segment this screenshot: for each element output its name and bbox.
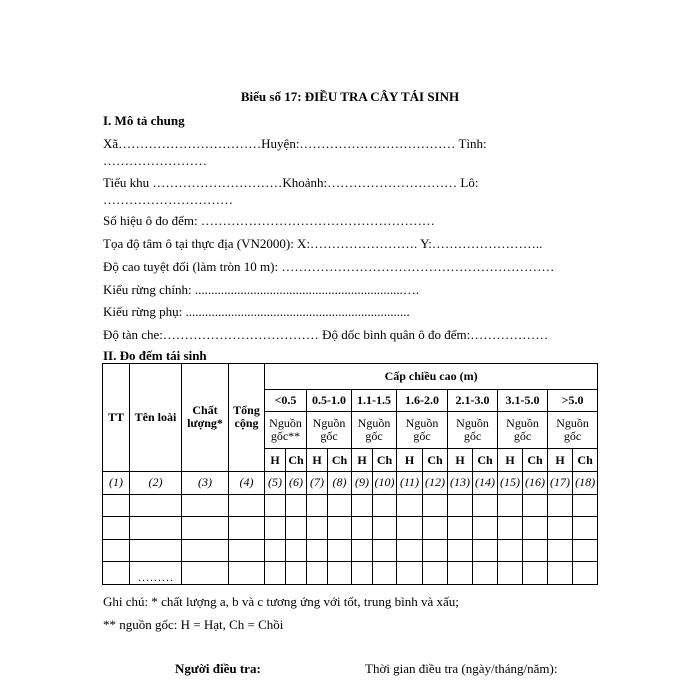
height-class-cell: 2.1-3.0 (448, 389, 498, 412)
regeneration-table (102, 363, 598, 585)
investigator-label: Người điều tra: (175, 661, 261, 676)
sub-h-cell: H (352, 449, 373, 472)
header-tt: TT (103, 364, 130, 472)
origin-cell: Nguồn gốc (498, 412, 548, 449)
column-number-cell: (12) (423, 471, 448, 494)
height-class-cell: >5.0 (548, 389, 598, 412)
origin-cell: Nguồn gốc (397, 412, 448, 449)
canopy-slope-line: Độ tàn che:……………………………… Độ dốc bình quân ô đo đếm:……………… (103, 327, 549, 342)
section-regeneration-heading: II. Đo đếm tái sinh (103, 348, 207, 363)
column-number-cell: (16) (523, 471, 548, 494)
sub-h-cell: H (448, 449, 473, 472)
column-number-cell: (15) (498, 471, 523, 494)
form-title: Biểu số 17: ĐIỀU TRA CÂY TÁI SINH (240, 89, 460, 104)
sub-h-cell: H (548, 449, 573, 472)
column-number-cell: (18) (573, 471, 598, 494)
header-quality: Chất lượng* (182, 364, 229, 472)
column-number-cell: (5) (265, 471, 286, 494)
column-number-cell: (13) (448, 471, 473, 494)
sub-h-cell: H (265, 449, 286, 472)
column-number-cell: (6) (286, 471, 307, 494)
sub-ch-cell: Ch (373, 449, 397, 472)
column-number-cell: (10) (373, 471, 397, 494)
table-row (103, 494, 598, 517)
lot-continuation-line: ………………………… (103, 192, 233, 207)
altitude-line: Độ cao tuyệt đối (làm tròn 10 m): ……………………………………………………… (103, 259, 555, 274)
column-number-row (103, 471, 598, 494)
column-number-cell: (17) (548, 471, 573, 494)
table-row (103, 539, 598, 562)
origin-cell: Nguồn gốc (307, 412, 352, 449)
height-class-cell: <0.5 (265, 389, 307, 412)
height-class-cell: 0.5-1.0 (307, 389, 352, 412)
column-number-cell: (8) (328, 471, 352, 494)
sub-ch-cell: Ch (523, 449, 548, 472)
origin-cell: Nguồn gốc (548, 412, 598, 449)
ellipsis-cell: ……… (130, 562, 182, 585)
column-number-cell: (11) (397, 471, 423, 494)
height-class-cell: 1.1-1.5 (352, 389, 397, 412)
table-row (103, 562, 598, 585)
origin-note: ** nguồn gốc: H = Hạt, Ch = Chồi (103, 617, 284, 632)
secondary-forest-type-line: Kiểu rừng phụ: ..................................................................... (103, 304, 410, 319)
column-number-cell: (1) (103, 471, 130, 494)
header-total: Tổng cộng (229, 364, 265, 472)
origin-cell: Nguồn gốc (352, 412, 397, 449)
sub-ch-cell: Ch (423, 449, 448, 472)
column-number-cell: (14) (473, 471, 498, 494)
sub-h-cell: H (498, 449, 523, 472)
plot-number-line: Số hiệu ô đo đếm: ……………………………………………… (103, 213, 435, 228)
height-class-cell: 1.6-2.0 (397, 389, 448, 412)
province-continuation-line: …………………… (103, 153, 207, 168)
sub-h-cell: H (307, 449, 328, 472)
column-number-cell: (9) (352, 471, 373, 494)
section-general-heading: I. Mô tả chung (103, 113, 185, 128)
sub-ch-cell: Ch (328, 449, 352, 472)
header-species: Tên loài (130, 364, 182, 472)
sub-ch-cell: Ch (573, 449, 598, 472)
subzone-compartment-lot-line: Tiểu khu …………………………Khoảnh:………………………… Lô: (103, 175, 479, 190)
origin-cell: Nguồn gốc (448, 412, 498, 449)
column-number-cell: (7) (307, 471, 328, 494)
column-number-cell: (2) (130, 471, 182, 494)
column-number-cell: (4) (229, 471, 265, 494)
sub-ch-cell: Ch (286, 449, 307, 472)
header-height-class: Cấp chiều cao (m) (265, 364, 598, 390)
quality-note: Ghi chú: * chất lượng a, b và c tương ứng với tốt, trung bình và xấu; (103, 594, 459, 609)
main-forest-type-line: Kiểu rừng chính: ................................................................…. (103, 282, 420, 297)
sub-ch-cell: Ch (473, 449, 498, 472)
commune-district-province-line: Xã……………………………Huyện:……………………………… Tỉnh: (103, 136, 487, 151)
plot-coordinates-line: Tọa độ tâm ô tại thực địa (VN2000): X:……………………. Y:…………………….. (103, 236, 543, 251)
table-row (103, 517, 598, 540)
origin-cell: Nguồn gốc** (265, 412, 307, 449)
sub-h-cell: H (397, 449, 423, 472)
column-number-cell: (3) (182, 471, 229, 494)
survey-time-label: Thời gian điều tra (ngày/tháng/năm): (365, 661, 558, 676)
height-class-cell: 3.1-5.0 (498, 389, 548, 412)
